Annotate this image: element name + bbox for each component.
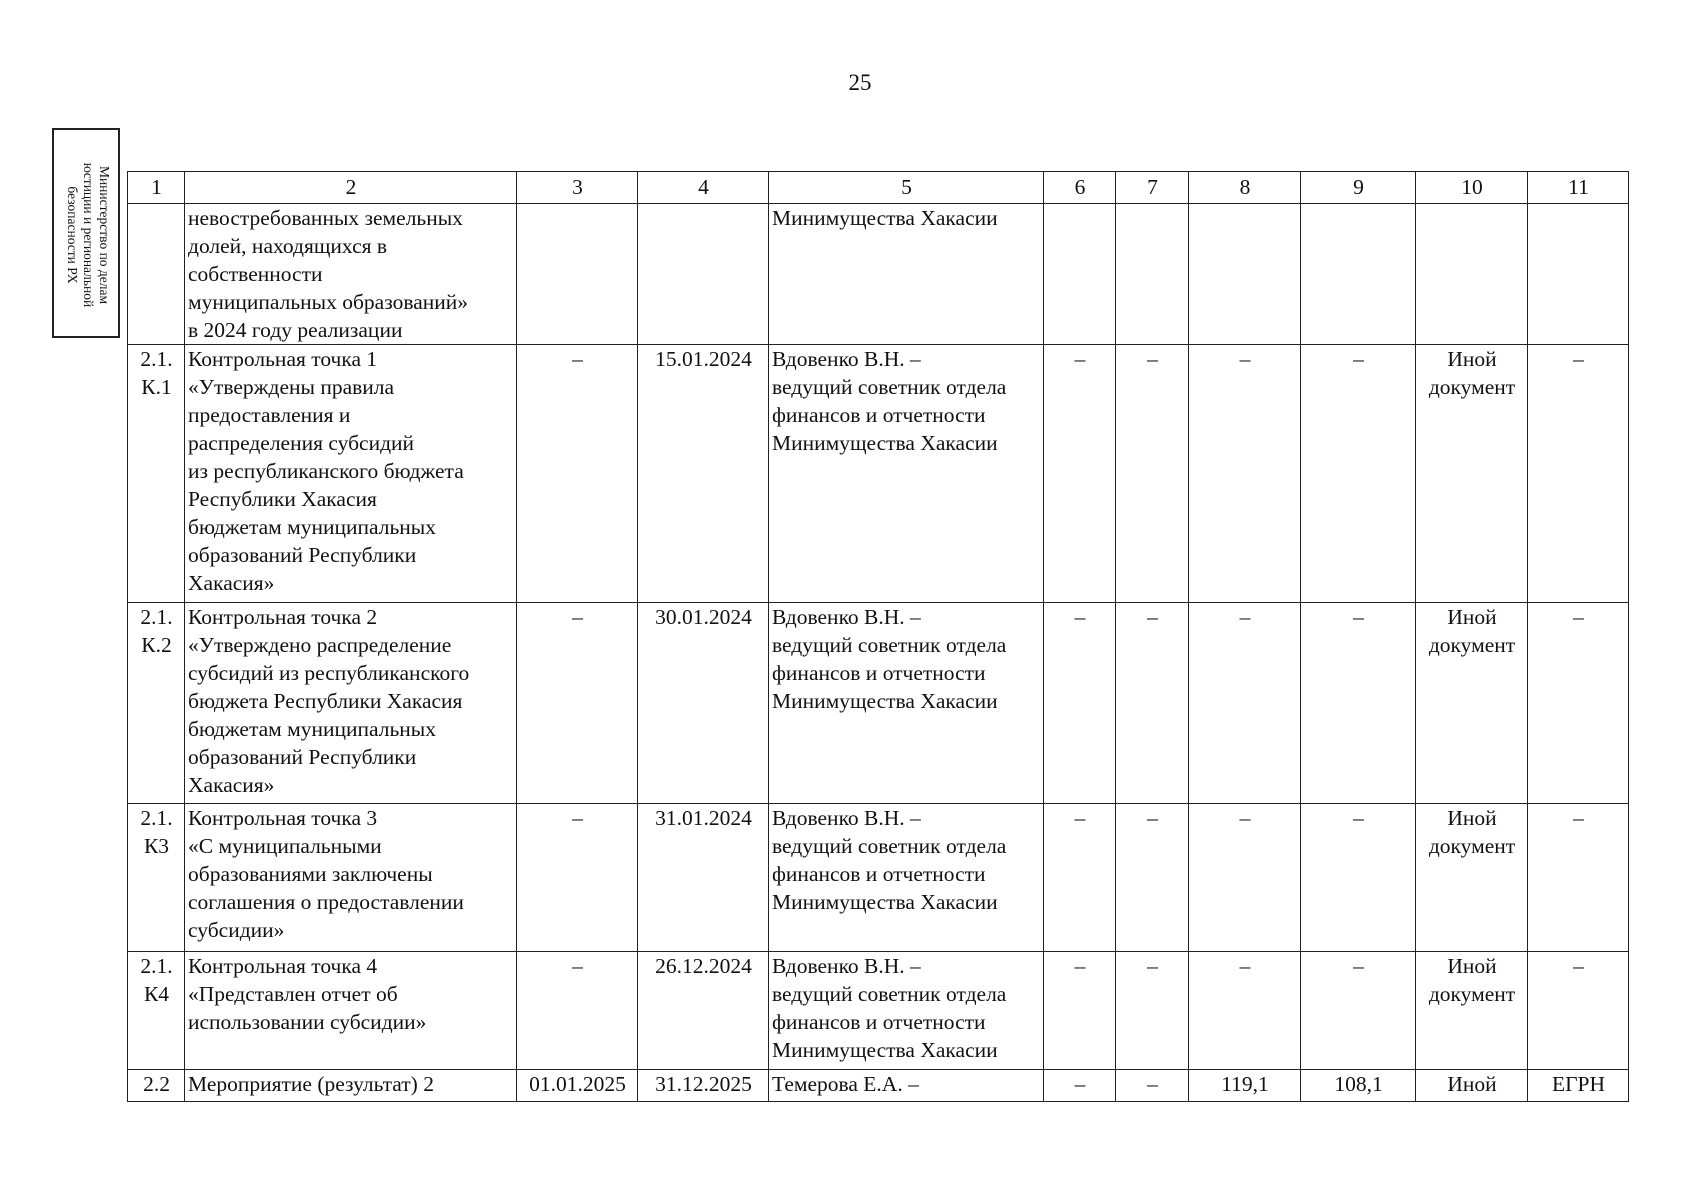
start-date-cell: –	[517, 345, 638, 603]
col9-cell: –	[1301, 952, 1416, 1070]
responsible-cell: Минимущества Хакасии	[769, 204, 1044, 345]
responsible-cell: Вдовенко В.Н. – ведущий советник отдела финансов и отчетности Минимущества Хакасии	[769, 603, 1044, 804]
document-type-cell	[1416, 204, 1528, 345]
col9-cell: –	[1301, 603, 1416, 804]
col6-cell: –	[1044, 952, 1116, 1070]
info-system-cell: ЕГРН	[1528, 1070, 1629, 1102]
col6-cell: –	[1044, 345, 1116, 603]
document-type-cell: Иной	[1416, 1070, 1528, 1102]
end-date-cell: 15.01.2024	[638, 345, 769, 603]
start-date-cell	[517, 204, 638, 345]
col7-cell: –	[1116, 345, 1189, 603]
table-row	[128, 204, 1629, 345]
document-type-cell: Иной документ	[1416, 804, 1528, 952]
info-system-cell	[1528, 204, 1629, 345]
end-date-cell: 31.01.2024	[638, 804, 769, 952]
column-header: 10	[1416, 172, 1528, 204]
col6-cell: –	[1044, 1070, 1116, 1102]
col7-cell: –	[1116, 1070, 1189, 1102]
end-date-cell: 31.12.2025	[638, 1070, 769, 1102]
end-date-cell	[638, 204, 769, 345]
responsible-cell: Вдовенко В.Н. – ведущий советник отдела финансов и отчетности Минимущества Хакасии	[769, 952, 1044, 1070]
stamp-line: безопасности РХ	[65, 186, 80, 284]
end-date-cell: 26.12.2024	[638, 952, 769, 1070]
column-header: 11	[1528, 172, 1629, 204]
event-name-cell: Контрольная точка 1 «Утверждены правила предоставления и распределения субсидий из республиканского бюджета Республики Хакасия бюджетам муниципальных образований Республики Хакасия»	[185, 345, 517, 603]
col8-cell: –	[1189, 603, 1301, 804]
page-number: 25	[848, 70, 872, 95]
col8-cell	[1189, 204, 1301, 345]
table-row	[128, 1070, 1629, 1102]
col9-cell: –	[1301, 804, 1416, 952]
info-system-cell: –	[1528, 603, 1629, 804]
column-header: 3	[517, 172, 638, 204]
responsible-cell: Темерова Е.А. –	[769, 1070, 1044, 1102]
row-number-cell: 2.1. К.2	[128, 603, 185, 804]
start-date-cell: –	[517, 603, 638, 804]
event-name-cell: Контрольная точка 3 «С муниципальными образованиями заключены соглашения о предоставлении субсидии»	[185, 804, 517, 952]
table-row	[128, 603, 1629, 804]
row-number-cell: 2.1. К4	[128, 952, 185, 1070]
row-number-cell: 2.1. К.1	[128, 345, 185, 603]
stamp-text	[54, 130, 120, 340]
event-name-cell: Контрольная точка 2 «Утверждено распределение субсидий из республиканского бюджета Республики Хакасия бюджетам муниципальных образований Республики Хакасия»	[185, 603, 517, 804]
column-header: 4	[638, 172, 769, 204]
document-type-cell: Иной документ	[1416, 952, 1528, 1070]
start-date-cell: –	[517, 804, 638, 952]
start-date-cell: –	[517, 952, 638, 1070]
column-header: 1	[128, 172, 185, 204]
plan-table	[127, 171, 1629, 1102]
col6-cell: –	[1044, 603, 1116, 804]
col8-cell: –	[1189, 952, 1301, 1070]
row-number-cell: 2.1. К3	[128, 804, 185, 952]
info-system-cell: –	[1528, 952, 1629, 1070]
table-row	[128, 804, 1629, 952]
col7-cell: –	[1116, 603, 1189, 804]
column-header: 9	[1301, 172, 1416, 204]
row-number-cell	[128, 204, 185, 345]
column-header: 6	[1044, 172, 1116, 204]
stamp-line: Министерство по делам	[97, 165, 112, 305]
event-name-cell: Контрольная точка 4 «Представлен отчет об использовании субсидии»	[185, 952, 517, 1070]
start-date-cell: 01.01.2025	[517, 1070, 638, 1102]
column-header: 5	[769, 172, 1044, 204]
col8-cell: –	[1189, 804, 1301, 952]
col8-cell: 119,1	[1189, 1070, 1301, 1102]
event-name-cell: Мероприятие (результат) 2	[185, 1070, 517, 1102]
col7-cell: –	[1116, 952, 1189, 1070]
col8-cell: –	[1189, 345, 1301, 603]
info-system-cell: –	[1528, 345, 1629, 603]
info-system-cell: –	[1528, 804, 1629, 952]
document-type-cell: Иной документ	[1416, 603, 1528, 804]
responsible-cell: Вдовенко В.Н. – ведущий советник отдела финансов и отчетности Минимущества Хакасии	[769, 345, 1044, 603]
col6-cell: –	[1044, 804, 1116, 952]
column-number-row	[128, 172, 1629, 204]
document-type-cell: Иной документ	[1416, 345, 1528, 603]
registration-stamp	[52, 128, 120, 338]
col7-cell	[1116, 204, 1189, 345]
table-row	[128, 952, 1629, 1070]
col6-cell	[1044, 204, 1116, 345]
col9-cell: –	[1301, 345, 1416, 603]
end-date-cell: 30.01.2024	[638, 603, 769, 804]
event-name-cell: невостребованных земельных долей, находящихся в собственности муниципальных образований» в 2024 году реализации	[185, 204, 517, 345]
table-row	[128, 345, 1629, 603]
col9-cell	[1301, 204, 1416, 345]
column-header: 7	[1116, 172, 1189, 204]
col7-cell: –	[1116, 804, 1189, 952]
col9-cell: 108,1	[1301, 1070, 1416, 1102]
responsible-cell: Вдовенко В.Н. – ведущий советник отдела финансов и отчетности Минимущества Хакасии	[769, 804, 1044, 952]
row-number-cell: 2.2	[128, 1070, 185, 1102]
stamp-line: юстиции и региональной	[81, 162, 96, 308]
column-header: 8	[1189, 172, 1301, 204]
column-header: 2	[185, 172, 517, 204]
